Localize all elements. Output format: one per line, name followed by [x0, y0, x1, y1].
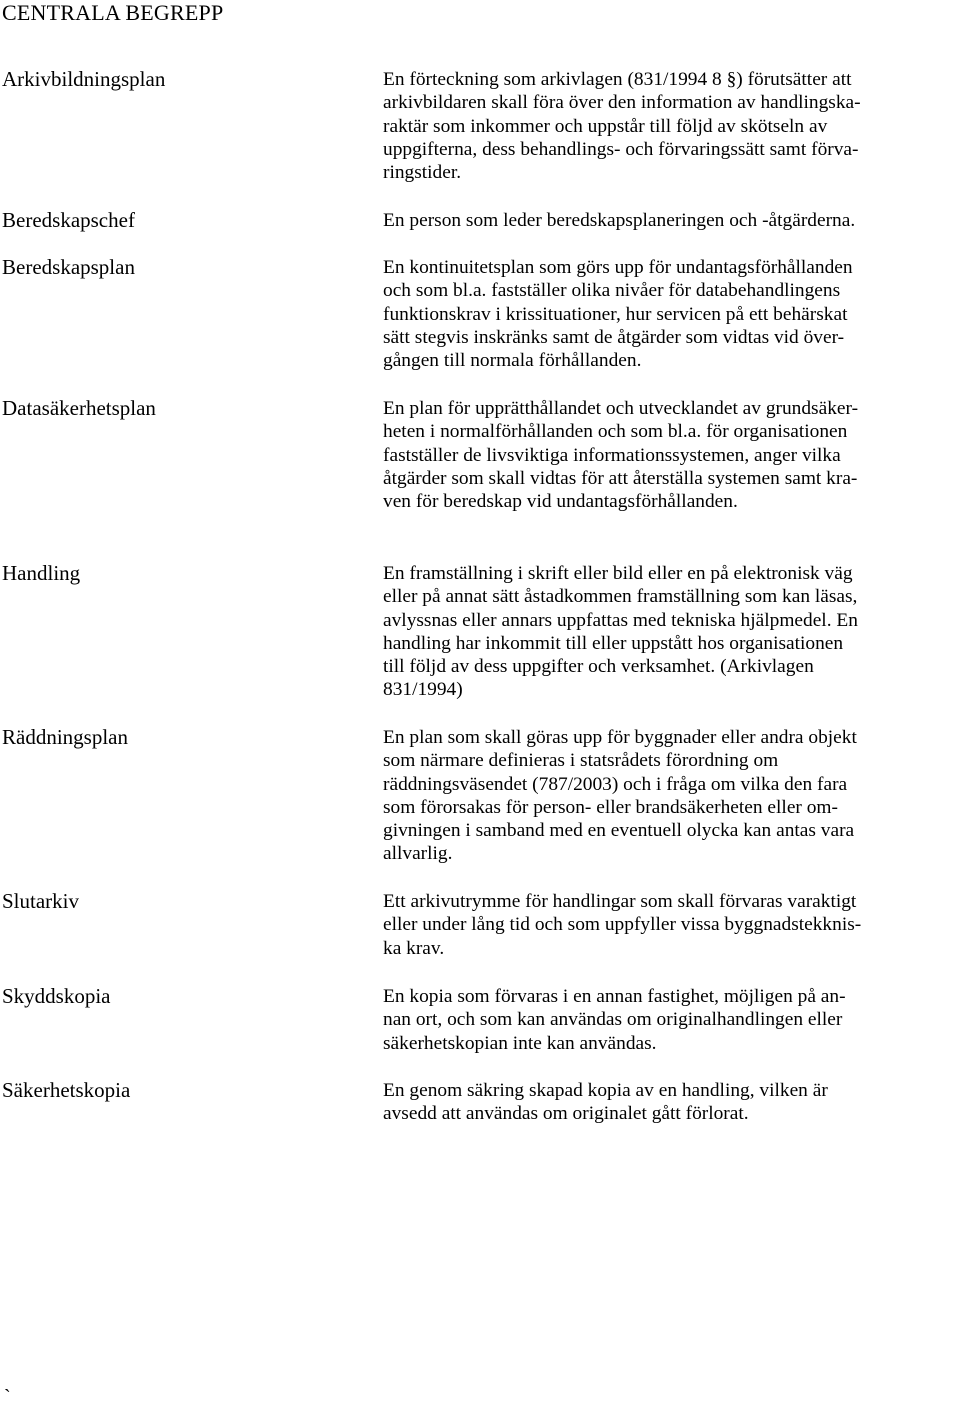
definition-line: ka krav. [383, 937, 445, 959]
definition-line: avsedd att användas om originalet gått förlorat. [383, 1103, 749, 1125]
definition-line: 831/1994) [383, 679, 463, 701]
definition-line: fastställer de livsviktiga informationssystemen, anger vilka [383, 444, 841, 466]
glossary-term: Datasäkerhetsplan [2, 396, 156, 420]
glossary-term: Säkerhetskopia [2, 1078, 131, 1102]
definition-line: En kontinuitetsplan som görs upp för undantagsförhållanden [383, 257, 853, 278]
glossary-definition [383, 397, 960, 513]
glossary-entry-slutarkiv [0, 890, 960, 962]
definition-line: avlyssnas eller annars uppfattas med tekniska hjälpmedel. En [383, 609, 858, 631]
definition-line: som närmare definieras i statsrådets förordning om [383, 750, 779, 772]
glossary-definition [383, 890, 960, 960]
glossary-entry-handling [0, 562, 960, 704]
definition-line: ven för beredskap vid undantagsförhållanden. [383, 491, 738, 513]
definition-line: nan ort, och som kan användas om originalhandlingen eller [383, 1009, 843, 1031]
definition-line: raktär som inkommer och uppstår till följd av skötseln av [383, 115, 828, 137]
definition-line: handling har inkommit till eller uppstått hos organisationen [383, 632, 844, 654]
definition-line: säkerhetskopian inte kan användas. [383, 1032, 657, 1054]
glossary-definition [383, 1079, 960, 1126]
definition-line: En förteckning som arkivlagen (831/1994 8 §) förutsätter att [383, 69, 852, 90]
definition-line: eller under lång tid och som uppfyller vissa byggnadstekknis- [383, 914, 862, 936]
glossary-entry-arkivbildningsplan [0, 68, 960, 188]
glossary-entry-beredskapsplan [0, 256, 960, 376]
definition-line: Ett arkivutrymme för handlingar som skall förvaras varaktigt [383, 891, 857, 912]
definition-line: funktionskrav i krissituationer, hur servicen på ett behärskat [383, 303, 848, 325]
glossary-definition [383, 726, 960, 866]
definition-line: allvarlig. [383, 843, 453, 865]
glossary-term: Arkivbildningsplan [2, 67, 166, 91]
definition-line: En plan för upprätthållandet och utvecklandet av grundsäker- [383, 398, 859, 419]
page-title: CENTRALA BEGREPP [2, 0, 224, 25]
glossary-term: Beredskapsplan [2, 255, 135, 279]
definition-line: arkivbildaren skall föra över den information av handlingska- [383, 92, 861, 114]
glossary-entry-skyddskopia [0, 985, 960, 1057]
glossary-term: Räddningsplan [2, 725, 128, 749]
glossary-definition [383, 562, 960, 702]
definition-line: givningen i samband med en eventuell olycka kan antas vara [383, 820, 855, 842]
definition-line: En framställning i skrift eller bild eller en på elektronisk väg [383, 563, 853, 584]
definition-line: ringstider. [383, 162, 462, 184]
definition-line: eller på annat sätt åstadkommen framställning som kan läsas, [383, 586, 858, 608]
glossary-term: Slutarkiv [2, 889, 79, 913]
definition-line: En kopia som förvaras i en annan fastighet, möjligen på an- [383, 986, 846, 1007]
glossary-definition [383, 209, 960, 232]
glossary-entry-datasakerhetsplan [0, 397, 960, 517]
definition-line: till följd av dess uppgifter och verksamhet. (Arkivlagen [383, 656, 814, 678]
definition-line: uppgifterna, dess behandlings- och förvaringssätt samt förva- [383, 138, 859, 160]
definition-line: som förorsakas för person- eller brandsäkerheten eller om- [383, 796, 838, 818]
definition-line: och som bl.a. fastställer olika nivåer för databehandlingens [383, 280, 841, 302]
glossary-entry-raddningsplan [0, 726, 960, 868]
definition-line: gången till normala förhållanden. [383, 350, 642, 372]
glossary-term: Handling [2, 561, 81, 585]
glossary-definition [383, 256, 960, 372]
glossary-term: Beredskapschef [2, 208, 135, 232]
definition-line: räddningsväsendet (787/2003) och i fråga om vilka den fara [383, 773, 848, 795]
definition-line: En person som leder beredskapsplaneringen och -åtgärderna. [383, 210, 856, 231]
glossary-entry-sakerhetskopia [0, 1079, 960, 1129]
definition-line: åtgärder som skall vidtas för att återställa systemen samt kra- [383, 467, 858, 489]
definition-line: En plan som skall göras upp för byggnader eller andra objekt [383, 727, 857, 748]
glossary-entry-beredskapschef [0, 209, 960, 235]
definition-line: sätt stegvis inskränks samt de åtgärder som vidtas vid över- [383, 326, 845, 348]
glossary-definition [383, 985, 960, 1055]
definition-line: heten i normalförhållanden och som bl.a. för organisationen [383, 421, 848, 443]
glossary-definition [383, 68, 960, 184]
glossary-term: Skyddskopia [2, 984, 111, 1008]
stray-mark: ` [4, 1386, 11, 1408]
definition-line: En genom säkring skapad kopia av en handling, vilken är [383, 1080, 828, 1101]
